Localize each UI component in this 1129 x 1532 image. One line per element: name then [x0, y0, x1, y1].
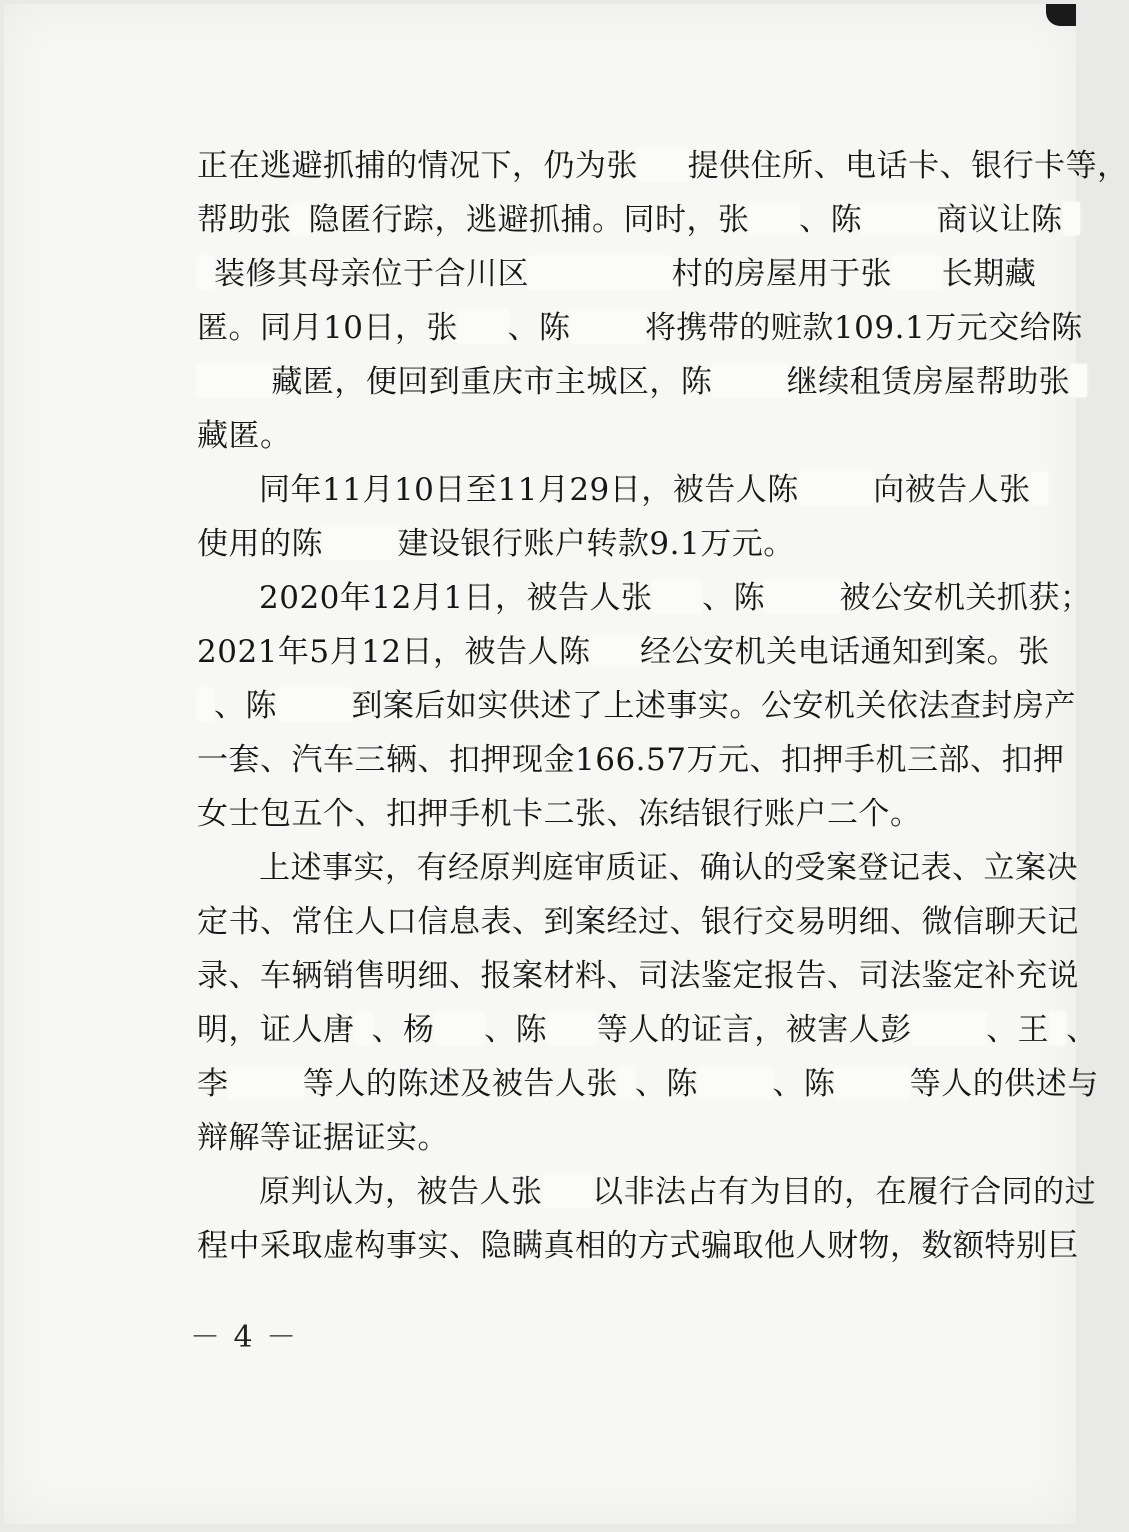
- text-segment: 定书、常住人口信息表、到案经过、银行交易明细、微信聊天记: [197, 904, 1079, 940]
- text-segment: 继续租赁房屋帮助张: [786, 364, 1071, 400]
- text-segment: 李: [197, 1066, 229, 1102]
- name-redaction: [355, 1012, 372, 1045]
- name-redaction: [618, 1066, 635, 1099]
- text-segment: 辩解等证据证实。: [197, 1120, 449, 1156]
- text-segment: 录、车辆销售明细、报案材料、司法鉴定报告、司法鉴定补充说: [197, 958, 1079, 994]
- text-segment: 、陈: [799, 202, 863, 238]
- name-redaction: [292, 202, 309, 235]
- name-redaction: [571, 310, 645, 343]
- text-line: [197, 571, 1092, 625]
- name-redaction: [835, 1066, 909, 1099]
- text-segment: 程中采取虚构事实、隐瞒真相的方式骗取他人财物，数额特别巨: [197, 1228, 1079, 1264]
- text-line: [197, 1003, 1098, 1057]
- text-segment: 帮助张: [197, 202, 292, 238]
- name-redaction: [591, 634, 641, 667]
- text-segment: 、陈: [214, 688, 278, 724]
- name-redaction: [698, 1066, 772, 1099]
- text-segment: 明，证人唐: [197, 1012, 355, 1048]
- text-segment: 到案后如实供述了上述事实。公安机关依法查封房产: [351, 688, 1076, 724]
- text-line: [197, 841, 1078, 895]
- document-page: [4, 4, 1129, 1524]
- text-segment: 、陈: [702, 580, 766, 616]
- name-redaction: [458, 310, 508, 343]
- name-redaction: [892, 256, 942, 289]
- text-line: [197, 139, 1129, 193]
- text-segment: 向被告人张: [873, 472, 1031, 508]
- page-number: － 4 －: [190, 1320, 299, 1355]
- judgment-body-text: [197, 139, 1129, 1273]
- text-segment: 等人的陈述及被告人张: [302, 1066, 618, 1102]
- text-segment: 村的房屋用于张: [671, 256, 893, 292]
- text-line: [197, 193, 1063, 247]
- text-segment: 以非法占有为目的，在履行合同的过: [592, 1174, 1097, 1210]
- name-redaction: [765, 580, 839, 613]
- text-line: [197, 625, 1050, 679]
- text-segment: 将携带的赃款109.1万元交给陈: [644, 310, 1083, 346]
- text-segment: 使用的陈: [197, 526, 323, 562]
- name-redaction: [653, 580, 703, 613]
- text-segment: 经公安机关电话通知到案。张: [640, 634, 1050, 670]
- name-redaction: [1063, 202, 1080, 235]
- text-segment: 、陈: [772, 1066, 836, 1102]
- text-line: [197, 301, 1083, 355]
- text-segment: 藏匿。: [197, 418, 292, 454]
- name-redaction: [712, 364, 786, 397]
- text-segment: 商议让陈: [936, 202, 1063, 238]
- name-redaction: [197, 364, 271, 397]
- text-segment: 装修其母亲位于合川区: [214, 256, 530, 292]
- text-segment: 被公安机关抓获；: [839, 580, 1092, 616]
- name-redaction: [323, 526, 397, 559]
- text-line: [197, 247, 1037, 301]
- name-redaction: [862, 202, 936, 235]
- text-segment: 上述事实，有经原判庭审质证、确认的受案登记表、立案决: [259, 850, 1078, 886]
- text-segment: 等人的供述与: [909, 1066, 1099, 1102]
- text-line: [197, 895, 1079, 949]
- text-segment: 匿。同月10日，张: [197, 310, 458, 346]
- name-redaction: [912, 1012, 986, 1045]
- name-redaction: [1070, 364, 1087, 397]
- text-line: [197, 949, 1079, 1003]
- name-redaction: [229, 1066, 303, 1099]
- text-line: [197, 1165, 1097, 1219]
- text-segment: 建设银行账户转款9.1万元。: [397, 526, 795, 562]
- text-segment: 等人的证言，被害人彭: [596, 1012, 912, 1048]
- text-segment: 提供住所、电话卡、银行卡等，: [687, 148, 1129, 184]
- name-redaction: [1031, 472, 1048, 505]
- text-segment: 长期藏: [941, 256, 1037, 292]
- text-segment: 原判认为，被告人张: [259, 1174, 543, 1210]
- name-redaction: [197, 256, 214, 289]
- name-redaction: [197, 688, 214, 721]
- name-redaction: [529, 256, 672, 289]
- text-line: [197, 1111, 1022, 1165]
- text-line: [197, 409, 1022, 463]
- name-redaction: [1049, 1012, 1066, 1045]
- text-line: [197, 355, 1071, 409]
- text-line: [197, 733, 1065, 787]
- name-redaction: [435, 1012, 485, 1045]
- text-segment: 正在逃避抓捕的情况下，仍为张: [197, 148, 638, 184]
- text-segment: 、陈: [484, 1012, 548, 1048]
- text-segment: 同年11月10日至11月29日，被告人陈: [259, 472, 799, 508]
- text-segment: 女士包五个、扣押手机卡二张、冻结银行账户二个。: [197, 796, 922, 832]
- scan-corner-shadow: [1046, 4, 1076, 26]
- text-segment: 一套、汽车三辆、扣押现金166.57万元、扣押手机三部、扣押: [197, 742, 1065, 778]
- text-segment: 、杨: [371, 1012, 435, 1048]
- text-segment: 2021年5月12日，被告人陈: [197, 634, 591, 670]
- text-line: [197, 517, 1022, 571]
- text-line: [197, 1219, 1079, 1273]
- name-redaction: [547, 1012, 597, 1045]
- text-segment: 、陈: [634, 1066, 698, 1102]
- text-line: [197, 679, 1076, 733]
- name-redaction: [543, 1174, 593, 1207]
- text-line: [197, 1057, 1099, 1111]
- name-redaction: [277, 688, 351, 721]
- text-segment: 2020年12月1日，被告人张: [259, 580, 653, 616]
- text-line: [197, 463, 1031, 517]
- name-redaction: [750, 202, 800, 235]
- text-segment: 、: [1066, 1012, 1098, 1048]
- name-redaction: [799, 472, 873, 505]
- text-segment: 隐匿行踪，逃避抓捕。同时，张: [308, 202, 750, 238]
- name-redaction: [638, 148, 688, 181]
- text-segment: 藏匿，便回到重庆市主城区，陈: [271, 364, 713, 400]
- text-line: [197, 787, 1022, 841]
- text-segment: 、王: [986, 1012, 1050, 1048]
- text-segment: 、陈: [507, 310, 571, 346]
